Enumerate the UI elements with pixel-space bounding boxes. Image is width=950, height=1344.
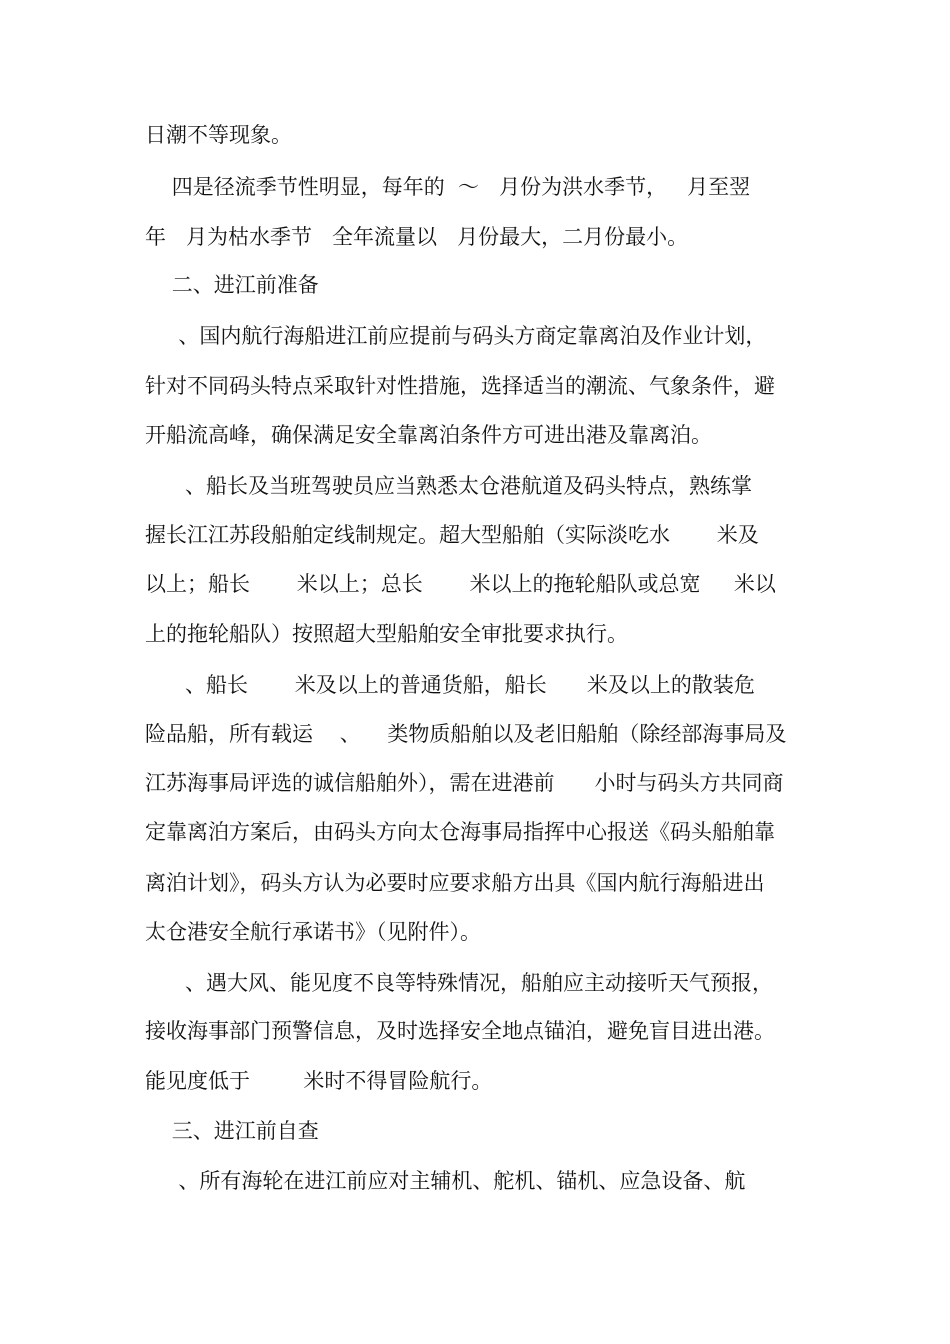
text-line: 日潮不等现象。 bbox=[145, 123, 292, 147]
text-line: 江苏海事局评选的诚信船舶外），需在进港前 小时与码头方共同商 bbox=[145, 771, 784, 795]
text-line: 、遇大风、能见度不良等特殊情况，船舶应主动接听天气预报， bbox=[145, 971, 774, 995]
text-line: 四是径流季节性明显，每年的 ～ 月份为洪水季节， 月至翌 bbox=[145, 175, 751, 199]
text-line: 险品船，所有载运 、 类物质船舶以及老旧船舶（除经部海事局及 bbox=[145, 722, 787, 746]
text-line: 、船长及当班驾驶员应当熟悉太仓港航道及码头特点，熟练掌 bbox=[145, 474, 753, 498]
text-line: 针对不同码头特点采取针对性措施，选择适当的潮流、气象条件，避 bbox=[145, 374, 775, 398]
text-line: 开船流高峰，确保满足安全靠离泊条件方可进出港及靠离泊。 bbox=[145, 423, 712, 447]
text-line: 、船长 米及以上的普通货船，船长 米及以上的散装危 bbox=[145, 673, 755, 697]
text-line: 以上；船长 米以上；总长 米以上的拖轮船队或总宽 米以 bbox=[145, 572, 776, 596]
text-line: 定靠离泊方案后，由码头方向太仓海事局指挥中心报送《码头船舶靠 bbox=[145, 820, 775, 844]
section-heading: 三、进江前自查 bbox=[145, 1119, 319, 1143]
text-line: 、国内航行海船进江前应提前与码头方商定靠离泊及作业计划， bbox=[145, 324, 767, 348]
text-line: 、所有海轮在进江前应对主辅机、舵机、锚机、应急设备、航 bbox=[145, 1169, 746, 1193]
section-heading: 二、进江前准备 bbox=[145, 273, 319, 297]
text-line: 离泊计划》，码头方认为必要时应要求船方出具《国内航行海船进出 bbox=[145, 871, 765, 895]
text-line: 年 月为枯水季节 全年流量以 月份最大，二月份最小。 bbox=[145, 225, 689, 249]
text-line: 太仓港安全航行承诺书》（见附件）。 bbox=[145, 920, 481, 944]
text-line: 能见度低于 米时不得冒险航行。 bbox=[145, 1069, 493, 1093]
text-line: 上的拖轮船队）按照超大型船舶安全审批要求执行。 bbox=[145, 622, 628, 646]
text-line: 握长江江苏段船舶定线制规定。超大型船舶（实际淡吃水 米及 bbox=[145, 523, 759, 547]
text-line: 接收海事部门预警信息，及时选择安全地点锚泊，避免盲目进出港。 bbox=[145, 1019, 775, 1043]
